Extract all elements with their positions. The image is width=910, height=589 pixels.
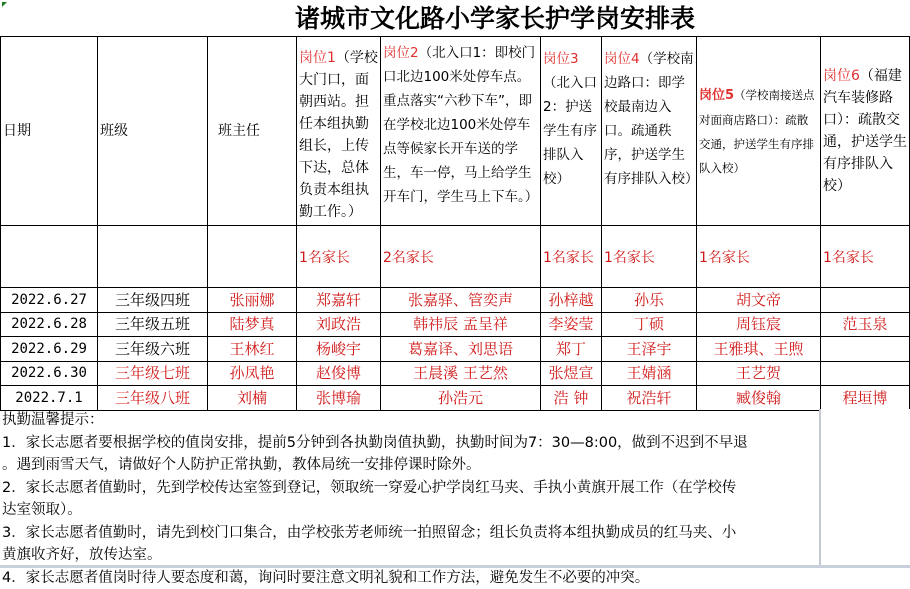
post-5-label: 岗位5 <box>699 88 734 103</box>
header-post-3[interactable] <box>541 37 602 226</box>
cell-date[interactable]: 2022.6.30 <box>1 361 98 386</box>
cell-post-2[interactable]: 葛嘉译、刘思语 <box>381 337 541 362</box>
cell-post-5[interactable]: 周钰宸 <box>697 312 821 337</box>
table-row <box>1 288 910 313</box>
quota-row <box>1 226 910 288</box>
cell-post-5[interactable]: 王艺贺 <box>697 361 821 386</box>
quota-post-6[interactable]: 1名家长 <box>821 226 910 288</box>
cell-post-5[interactable]: 王雅琪、王煦 <box>697 337 821 362</box>
notes-line: 1．家长志愿者要根据学校的值岗安排，提前5分钟到各执勤岗值执勤，执勤时间为7：30—8:00，做到不迟到不早退 <box>2 432 819 455</box>
cell-post-6[interactable]: 范玉泉 <box>821 312 910 337</box>
post-3-desc: （北入口2：护送学生有序排队入校） <box>543 75 597 187</box>
post-3-label: 岗位3 <box>543 51 579 67</box>
notes-line: 黄旗收齐好，放传达室。 <box>2 544 819 567</box>
cell-post-3[interactable]: 李姿莹 <box>541 312 602 337</box>
cell-post-2[interactable]: 孙浩元 <box>381 386 541 411</box>
cell-post-5[interactable]: 胡文帝 <box>697 288 821 313</box>
header-post-1[interactable] <box>297 37 381 226</box>
header-post-2[interactable] <box>381 37 541 226</box>
cell-post-4[interactable]: 王泽宇 <box>602 337 697 362</box>
cell-teacher[interactable]: 刘楠 <box>208 386 297 411</box>
cell-post-1[interactable]: 杨峻宇 <box>297 337 381 362</box>
notes-heading: 执勤温馨提示： <box>2 409 819 432</box>
cell-teacher[interactable]: 孙凤艳 <box>208 361 297 386</box>
cell-date[interactable]: 2022.6.27 <box>1 288 98 313</box>
post-2-desc: （北入口1：即校门口北边100米处停车点。重点落实“六秒下车”，即在学校北边100米处停车点等候家长开车送的学生，车一停，马上给学生开车门，学生马上下车。） <box>383 45 538 205</box>
empty-cell-area[interactable] <box>820 409 910 568</box>
notes-line: 4．家长志愿者值岗时待人要态度和蔼，询问时要注意文明礼貌和工作方法，避免发生不必要的冲突。 <box>2 567 819 589</box>
table-row <box>1 337 910 362</box>
cell-post-4[interactable]: 王婧涵 <box>602 361 697 386</box>
cell-post-4[interactable]: 祝浩轩 <box>602 386 697 411</box>
post-4-desc: （学校南边路口：即学校最南边入口。疏通秩序，护送学生有序排队入校） <box>604 51 699 187</box>
cell-teacher[interactable]: 王林红 <box>208 337 297 362</box>
cell-post-3[interactable]: 郑丁 <box>541 337 602 362</box>
cell-post-1[interactable]: 赵俊博 <box>297 361 381 386</box>
cell-post-4[interactable]: 丁硕 <box>602 312 697 337</box>
cell-teacher[interactable]: 张丽娜 <box>208 288 297 313</box>
cell-post-1[interactable]: 郑嘉轩 <box>297 288 381 313</box>
cell-post-2[interactable]: 韩祎辰 孟呈祥 <box>381 312 541 337</box>
header-class[interactable]: 班级 <box>98 37 208 226</box>
cell-post-2[interactable]: 张嘉驿、管奕声 <box>381 288 541 313</box>
post-6-desc: （福建汽车装修路口）：疏散交通，护送学生有序排队入校） <box>823 68 907 194</box>
cell-post-6[interactable] <box>821 288 910 313</box>
cell-post-6[interactable]: 程垣博 <box>821 386 910 411</box>
notes-line: 2．家长志愿者值勤时，先到学校传达室签到登记，领取统一穿爱心护学岗红马夹、手执小黄旗开展工作（在学校传 <box>2 477 819 500</box>
post-6-label: 岗位6 <box>823 68 860 84</box>
quota-post-1[interactable]: 1名家长 <box>297 226 381 288</box>
post-4-label: 岗位4 <box>604 51 640 67</box>
page-title[interactable]: 诸城市文化路小学家长护学岗安排表 <box>0 0 910 36</box>
quota-post-3[interactable]: 1名家长 <box>541 226 602 288</box>
cell-teacher[interactable]: 陆梦真 <box>208 312 297 337</box>
quota-post-2[interactable]: 2名家长 <box>381 226 541 288</box>
table-row <box>1 361 910 386</box>
cell-class[interactable]: 三年级七班 <box>98 361 208 386</box>
header-date[interactable]: 日期 <box>1 37 98 226</box>
cell-class[interactable]: 三年级五班 <box>98 312 208 337</box>
cell-post-6[interactable] <box>821 361 910 386</box>
cell-class[interactable]: 三年级八班 <box>98 386 208 411</box>
notes-line: 达室领取）。 <box>2 499 819 522</box>
header-post-4[interactable] <box>602 37 697 226</box>
header-row <box>1 37 910 226</box>
cell-date[interactable]: 2022.7.1 <box>1 386 98 411</box>
schedule-table <box>0 36 910 411</box>
cell-post-3[interactable]: 浩 钟 <box>541 386 602 411</box>
quota-empty-date[interactable] <box>1 226 98 288</box>
header-post-5[interactable] <box>697 37 821 226</box>
cell-post-2[interactable]: 王晨溪 王艺然 <box>381 361 541 386</box>
header-post-6[interactable] <box>821 37 910 226</box>
notes-line: 3．家长志愿者值勤时，请先到校门口集合，由学校张芳老师统一拍照留念；组长负责将本组执勤成员的红马夹、小 <box>2 522 819 545</box>
cell-date[interactable]: 2022.6.29 <box>1 337 98 362</box>
cell-post-3[interactable]: 张煜宣 <box>541 361 602 386</box>
cell-post-6[interactable] <box>821 337 910 362</box>
cell-date[interactable]: 2022.6.28 <box>1 312 98 337</box>
cell-post-5[interactable]: 臧俊翰 <box>697 386 821 411</box>
post-1-label: 岗位1 <box>299 50 336 66</box>
table-row <box>1 312 910 337</box>
notes-line: 。遇到雨雪天气，请做好个人防护正常执勤，教体局统一安排停课时除外。 <box>2 454 819 477</box>
cell-post-1[interactable]: 张博瑜 <box>297 386 381 411</box>
post-2-label: 岗位2 <box>383 45 419 61</box>
post-5-desc: （学校南接送点对面商店路口）：疏散交通，护送学生有序排队入校） <box>699 88 815 175</box>
table-row <box>1 386 910 411</box>
window-bottom-edge <box>0 565 910 568</box>
post-1-desc: （学校大门口，面朝西站。担任本组执勤组长，上传下达，总体负责本组执勤工作。） <box>299 50 378 220</box>
quota-post-4[interactable]: 1名家长 <box>602 226 697 288</box>
quota-post-5[interactable]: 1名家长 <box>697 226 821 288</box>
quota-empty-teacher[interactable] <box>208 226 297 288</box>
cell-class[interactable]: 三年级四班 <box>98 288 208 313</box>
cell-post-3[interactable]: 孙梓越 <box>541 288 602 313</box>
quota-empty-class[interactable] <box>98 226 208 288</box>
cell-class[interactable]: 三年级六班 <box>98 337 208 362</box>
cell-post-1[interactable]: 刘政浩 <box>297 312 381 337</box>
header-teacher[interactable]: 班主任 <box>208 37 297 226</box>
duty-notes[interactable] <box>0 409 820 568</box>
cell-post-4[interactable]: 孙乐 <box>602 288 697 313</box>
